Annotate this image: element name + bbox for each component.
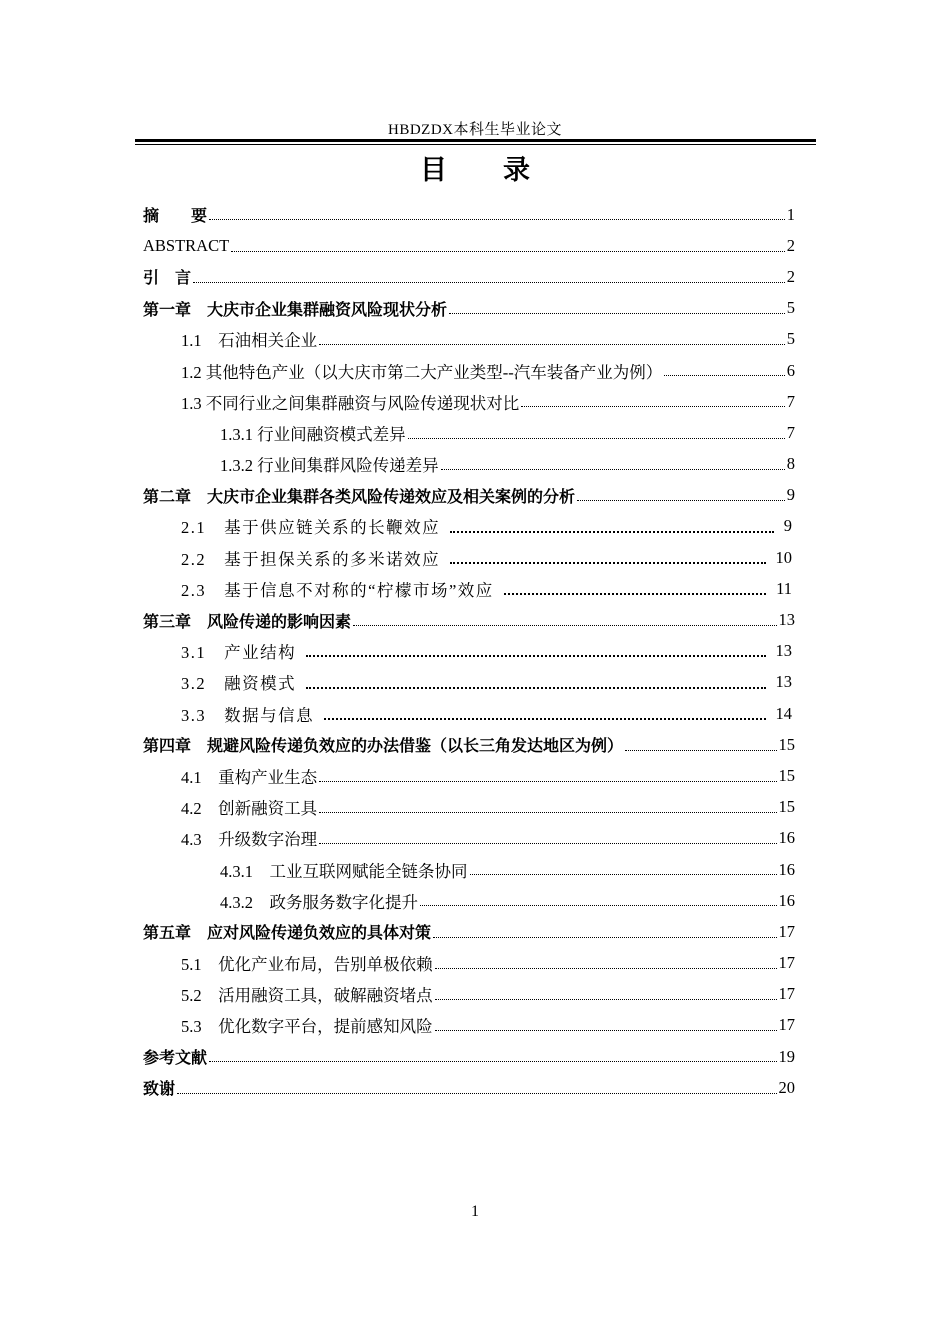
toc-entry[interactable] bbox=[143, 916, 795, 947]
toc-entry-page: 19 bbox=[778, 1046, 795, 1066]
toc-entry-label: 第三章 风险传递的影响因素 bbox=[143, 611, 352, 631]
toc-dot-leader bbox=[319, 764, 776, 782]
toc-dot-leader bbox=[449, 296, 785, 314]
toc-entry-label: 第五章 应对风险传递负效应的具体对策 bbox=[143, 923, 432, 943]
toc-entry[interactable] bbox=[143, 417, 795, 448]
toc-entry[interactable] bbox=[143, 667, 795, 698]
toc-entry-label: 3.3 数据与信息 bbox=[181, 705, 315, 725]
toc-dot-leader bbox=[231, 234, 785, 252]
table-of-contents bbox=[143, 199, 795, 1103]
toc-dot-leader bbox=[577, 484, 785, 502]
toc-dot-leader bbox=[450, 514, 774, 533]
toc-entry[interactable] bbox=[143, 636, 795, 667]
toc-entry-page: 11 bbox=[776, 578, 792, 598]
toc-entry[interactable] bbox=[143, 542, 795, 573]
toc-entry-label: 参考文献 bbox=[143, 1048, 208, 1068]
toc-dot-leader bbox=[319, 827, 776, 845]
toc-entry-label: 1.3.1 行业间融资模式差异 bbox=[220, 424, 406, 444]
toc-entry-page: 17 bbox=[778, 1015, 795, 1035]
toc-entry[interactable] bbox=[143, 386, 795, 417]
page-number: 1 bbox=[471, 1203, 479, 1220]
toc-entry[interactable] bbox=[143, 792, 795, 823]
toc-entry[interactable] bbox=[143, 449, 795, 480]
toc-entry-label: 5.3 优化数字平台，提前感知风险 bbox=[181, 1017, 433, 1037]
toc-entry-page: 15 bbox=[778, 765, 795, 785]
toc-entry-page: 17 bbox=[778, 953, 795, 973]
toc-entry[interactable] bbox=[143, 480, 795, 511]
toc-entry-label: 第一章 大庆市企业集群融资风险现状分析 bbox=[143, 299, 448, 319]
toc-dot-leader bbox=[177, 1076, 776, 1094]
toc-entry[interactable] bbox=[143, 729, 795, 760]
toc-entry[interactable] bbox=[143, 979, 795, 1010]
toc-entry[interactable] bbox=[143, 355, 795, 386]
toc-entry-label: 4.1 重构产业生态 bbox=[181, 767, 318, 787]
toc-entry-label: 2.3 基于信息不对称的“柠檬市场”效应 bbox=[181, 580, 494, 600]
toc-entry[interactable] bbox=[143, 573, 795, 604]
toc-dot-leader bbox=[420, 889, 777, 907]
running-header: HBDZDX本科生毕业论文 bbox=[388, 122, 562, 138]
toc-entry-label: 1.3.2 行业间集群风险传递差异 bbox=[220, 456, 439, 476]
toc-dot-leader bbox=[209, 203, 785, 221]
toc-entry[interactable] bbox=[143, 698, 795, 729]
toc-dot-leader bbox=[470, 858, 777, 876]
toc-entry-page: 5 bbox=[786, 298, 795, 318]
toc-entry-page: 16 bbox=[778, 859, 795, 879]
toc-entry-page: 16 bbox=[778, 890, 795, 910]
toc-entry-page: 17 bbox=[778, 921, 795, 941]
toc-entry-label: 3.2 融资模式 bbox=[181, 674, 297, 694]
toc-entry[interactable] bbox=[143, 230, 795, 261]
toc-entry[interactable] bbox=[143, 823, 795, 854]
toc-dot-leader bbox=[504, 577, 766, 596]
toc-dot-leader bbox=[319, 328, 785, 346]
toc-dot-leader bbox=[306, 670, 765, 689]
toc-entry-page: 9 bbox=[783, 516, 792, 536]
toc-entry-label: 3.1 产业结构 bbox=[181, 643, 297, 663]
toc-dot-leader bbox=[521, 390, 785, 408]
toc-entry-label: 致谢 bbox=[143, 1079, 176, 1099]
toc-entry[interactable] bbox=[143, 293, 795, 324]
toc-entry[interactable] bbox=[143, 199, 795, 230]
toc-entry-label: 1.2 其他特色产业（以大庆市第二大产业类型--汽车装备产业为例） bbox=[181, 362, 663, 382]
toc-entry-label: 5.1 优化产业布局，告别单极依赖 bbox=[181, 955, 433, 975]
toc-entry-page: 13 bbox=[778, 610, 795, 630]
toc-entry-label: 5.2 活用融资工具，破解融资堵点 bbox=[181, 986, 433, 1006]
toc-dot-leader bbox=[441, 452, 785, 470]
toc-dot-leader bbox=[353, 608, 776, 626]
toc-entry[interactable] bbox=[143, 1010, 795, 1041]
toc-dot-leader bbox=[319, 795, 776, 813]
header-rule-thin bbox=[135, 144, 816, 145]
toc-dot-leader bbox=[435, 1014, 777, 1032]
toc-entry[interactable] bbox=[143, 604, 795, 635]
toc-dot-leader bbox=[324, 701, 765, 720]
toc-dot-leader bbox=[625, 733, 776, 751]
toc-entry-label: 4.2 创新融资工具 bbox=[181, 799, 318, 819]
toc-entry-label: 4.3.1 工业互联网赋能全链条协同 bbox=[220, 861, 468, 881]
toc-entry[interactable] bbox=[143, 854, 795, 885]
toc-entry-label: 第四章 规避风险传递负效应的办法借鉴（以长三角发达地区为例） bbox=[143, 736, 624, 756]
toc-dot-leader bbox=[435, 983, 777, 1001]
toc-entry-page: 17 bbox=[778, 984, 795, 1004]
toc-dot-leader bbox=[193, 265, 785, 283]
toc-entry-label: 4.3.2 政务服务数字化提升 bbox=[220, 892, 418, 912]
toc-dot-leader bbox=[435, 951, 777, 969]
toc-entry-page: 16 bbox=[778, 828, 795, 848]
toc-entry-label: 引 言 bbox=[143, 268, 192, 288]
toc-entry-label: 4.3 升级数字治理 bbox=[181, 830, 318, 850]
header-rule-thick bbox=[135, 139, 816, 142]
toc-entry-label: 1.1 石油相关企业 bbox=[181, 331, 318, 351]
toc-dot-leader bbox=[433, 920, 776, 938]
toc-entry[interactable] bbox=[143, 760, 795, 791]
toc-entry-label: 第二章 大庆市企业集群各类风险传递效应及相关案例的分析 bbox=[143, 486, 576, 506]
toc-entry-page: 14 bbox=[775, 703, 792, 723]
toc-entry-page: 7 bbox=[786, 422, 795, 442]
toc-entry-page: 10 bbox=[775, 547, 792, 567]
toc-entry-page: 1 bbox=[786, 204, 795, 224]
toc-entry[interactable] bbox=[143, 948, 795, 979]
toc-dot-leader bbox=[450, 545, 765, 564]
toc-dot-leader bbox=[209, 1045, 776, 1063]
toc-entry[interactable] bbox=[143, 511, 795, 542]
toc-entry-label: 1.3 不同行业之间集群融资与风险传递现状对比 bbox=[181, 393, 520, 413]
toc-entry-page: 9 bbox=[786, 485, 795, 505]
toc-entry[interactable] bbox=[143, 261, 795, 292]
toc-entry-page: 2 bbox=[786, 266, 795, 286]
toc-entry[interactable] bbox=[143, 885, 795, 916]
toc-entry-page: 15 bbox=[778, 797, 795, 817]
toc-entry-page: 13 bbox=[775, 641, 792, 661]
toc-dot-leader bbox=[408, 421, 785, 439]
toc-entry-page: 5 bbox=[786, 329, 795, 349]
toc-dot-leader bbox=[306, 639, 765, 658]
toc-entry-page: 20 bbox=[778, 1077, 795, 1097]
toc-title: 目录 bbox=[420, 155, 586, 186]
toc-entry-page: 7 bbox=[786, 391, 795, 411]
toc-entry-label: 2.2 基于担保关系的多米诺效应 bbox=[181, 549, 441, 569]
toc-dot-leader bbox=[664, 359, 785, 377]
toc-entry-page: 15 bbox=[778, 734, 795, 754]
toc-entry[interactable] bbox=[143, 324, 795, 355]
toc-entry-page: 6 bbox=[786, 360, 795, 380]
toc-entry-page: 2 bbox=[786, 235, 795, 255]
toc-entry[interactable] bbox=[143, 1041, 795, 1072]
toc-entry-label: ABSTRACT bbox=[143, 235, 230, 255]
toc-entry[interactable] bbox=[143, 1072, 795, 1103]
toc-entry-page: 8 bbox=[786, 454, 795, 474]
toc-entry-page: 13 bbox=[775, 672, 792, 692]
toc-entry-label: 2.1 基于供应链关系的长鞭效应 bbox=[181, 518, 441, 538]
toc-entry-label: 摘 要 bbox=[143, 206, 208, 226]
